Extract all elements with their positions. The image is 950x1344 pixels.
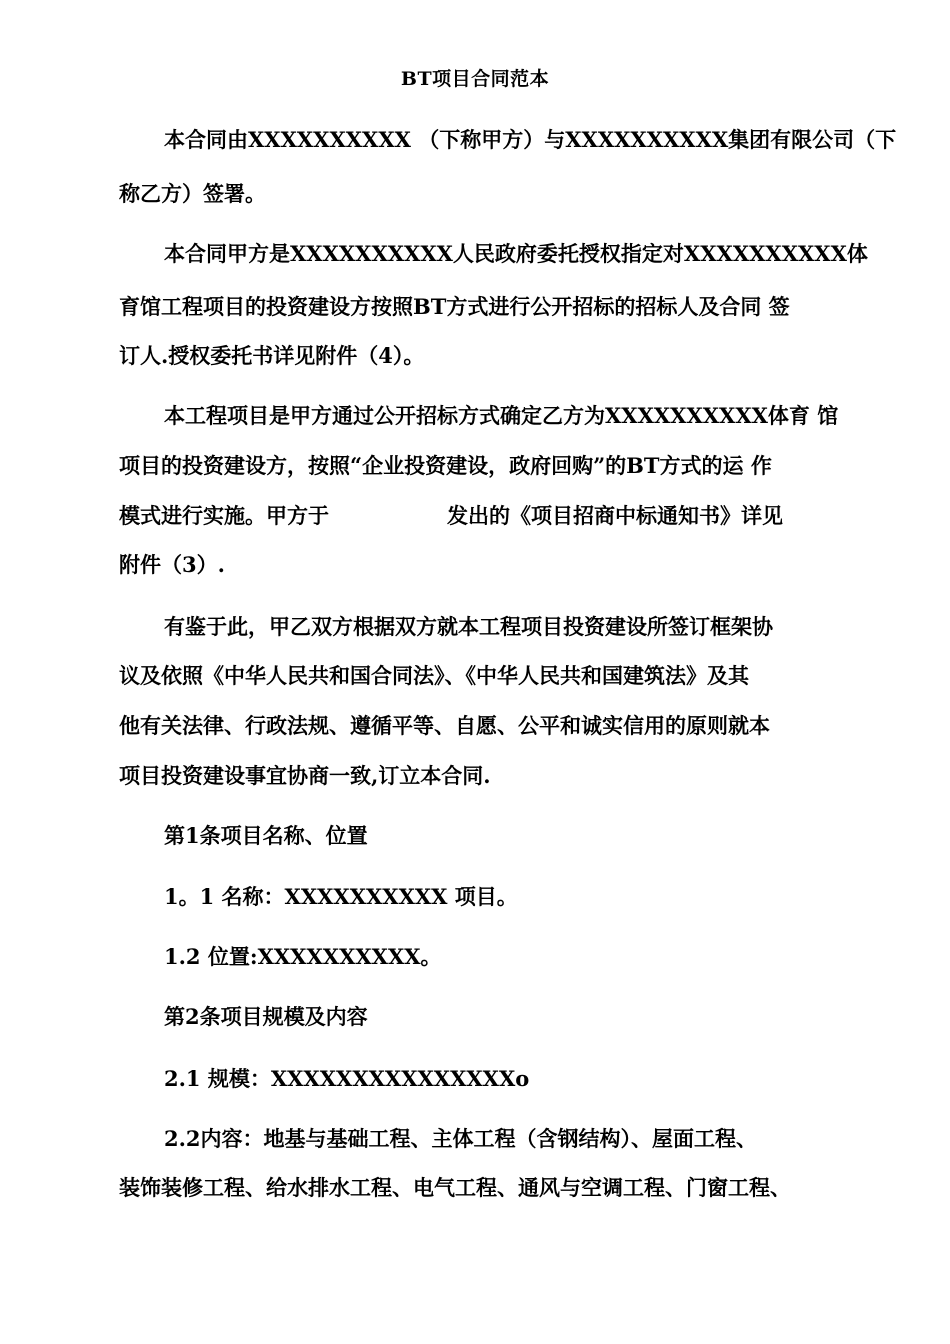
paragraph-3-line-3-start: 模式进行实施。甲方于 [119, 503, 329, 528]
paragraph-4-line-2: 议及依照《中华人民共和国合同法》、《中华人民共和国建筑法》及其 [119, 663, 749, 688]
paragraph-3-line-3 [119, 502, 783, 530]
paragraph-3-line-4: 附件（3）. [119, 552, 225, 577]
paragraph-2-line-2: 育馆工程项目的投资建设方按照BT方式进行公开招标的招标人及合同 签 [119, 294, 790, 319]
paragraph-3-line-2: 项目的投资建设方，按照“企业投资建设，政府回购”的BT方式的运 作 [119, 453, 772, 478]
paragraph-1-line-2: 称乙方）签署。 [119, 181, 266, 206]
article-1-heading: 第1条项目名称、位置 [164, 823, 368, 848]
article-2-heading: 第2条项目规模及内容 [164, 1004, 368, 1029]
paragraph-1-line-1: 本合同由XXXXXXXXXX （下称甲方）与XXXXXXXXXX集团有限公司（下 [164, 127, 897, 152]
clause-2-2-line-2: 装饰装修工程、给水排水工程、电气工程、通风与空调工程、门窗工程、 [119, 1175, 791, 1200]
paragraph-4-line-3: 他有关法律、行政法规、遵循平等、自愿、公平和诚实信用的原则就本 [119, 713, 770, 738]
document-title: BT项目合同范本 [400, 68, 550, 90]
clause-2-1: 2.1 规模：XXXXXXXXXXXXXXXo [164, 1066, 530, 1091]
paragraph-3-line-3-end: 发出的《项目招商中标通知书》详见 [447, 503, 783, 528]
clause-1-1: 1。1 名称：XXXXXXXXXX 项目。 [164, 884, 518, 909]
paragraph-4-line-1: 有鉴于此，甲乙双方根据双方就本工程项目投资建设所签订框架协 [164, 614, 773, 639]
paragraph-2-line-3: 订人.授权委托书详见附件（4）。 [119, 343, 425, 368]
paragraph-3-line-1: 本工程项目是甲方通过公开招标方式确定乙方为XXXXXXXXXX体育 馆 [164, 403, 839, 428]
paragraph-4-line-4: 项目投资建设事宜协商一致,订立本合同. [119, 763, 491, 788]
clause-1-2: 1.2 位置:XXXXXXXXXX。 [164, 944, 442, 969]
paragraph-2-line-1: 本合同甲方是XXXXXXXXXX人民政府委托授权指定对XXXXXXXXXX体 [164, 241, 868, 266]
clause-2-2-line-1: 2.2内容：地基与基础工程、主体工程（含钢结构）、屋面工程、 [164, 1126, 758, 1151]
